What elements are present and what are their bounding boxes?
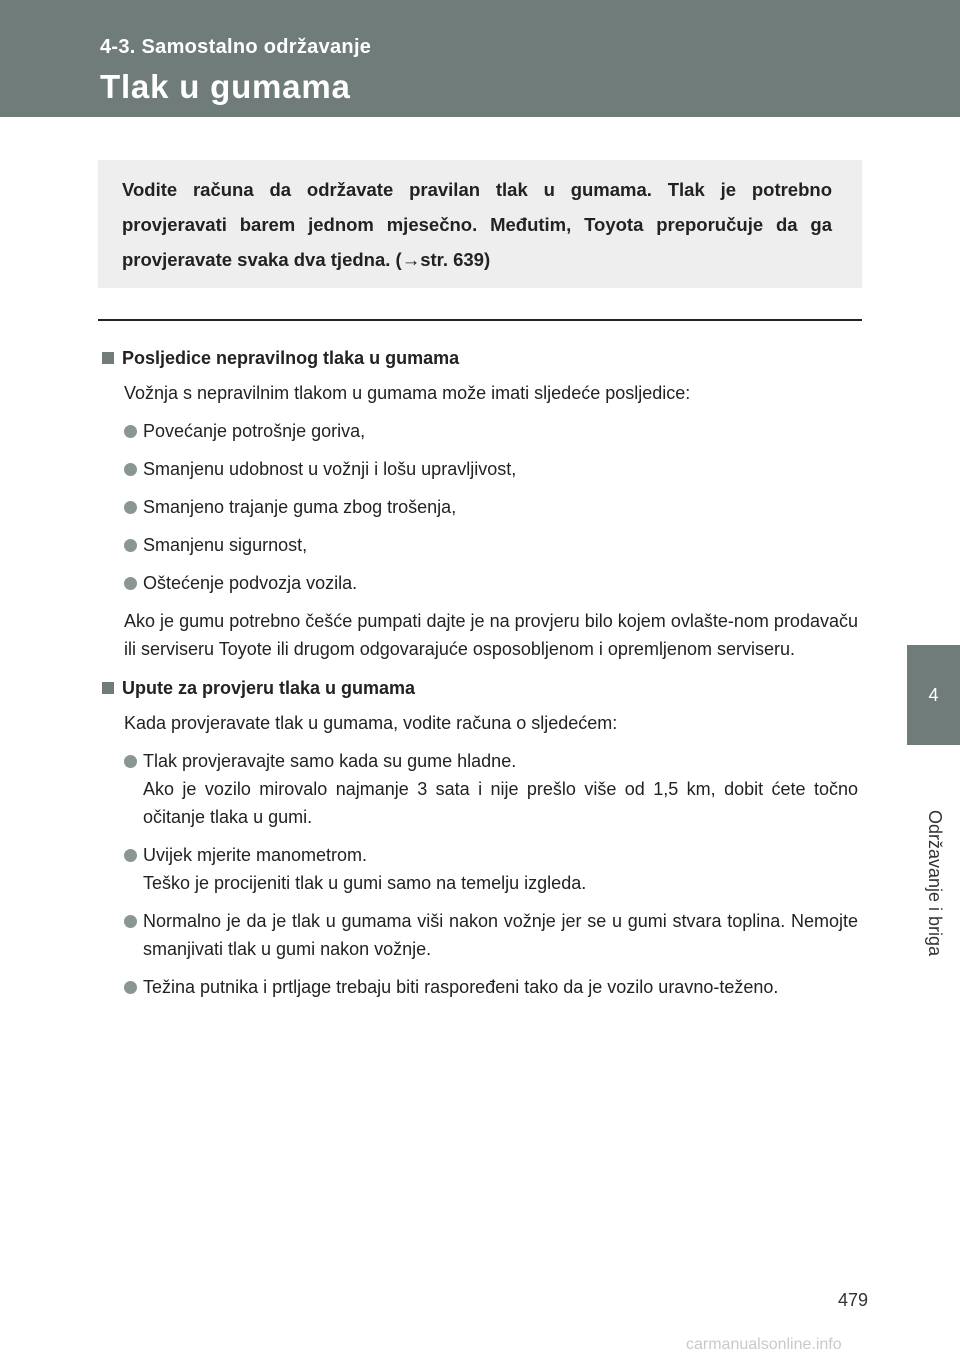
chapter-number: 4 — [928, 684, 939, 705]
bullet-dot-icon — [124, 755, 137, 768]
list-item-text — [143, 907, 858, 963]
page-title: Tlak u gumama — [100, 68, 351, 105]
list-item — [124, 747, 858, 831]
list-item — [124, 531, 858, 559]
section-heading — [100, 673, 858, 703]
list-item-text: Smanjenu sigurnost, — [143, 535, 308, 555]
page-number: 479 — [837, 1290, 868, 1310]
bullet-dot-icon — [124, 501, 137, 514]
list-item — [124, 973, 858, 1001]
section-heading-text: Upute za provjeru tlaka u gumama — [122, 677, 416, 698]
list-item-text: Smanjeno trajanje guma zbog trošenja, — [143, 497, 457, 517]
bullet-dot-icon — [124, 463, 137, 476]
page-header — [0, 0, 960, 117]
list-item-text — [143, 973, 858, 1001]
list-item-text — [143, 841, 858, 897]
list-item-main: Tlak provjeravajte samo kada su gume hladne. — [143, 751, 517, 771]
bullet-dot-icon — [124, 539, 137, 552]
bullet-dot-icon — [124, 577, 137, 590]
bullet-dot-icon — [124, 425, 137, 438]
watermark: carmanualsonline.info — [686, 1336, 842, 1353]
section-intro: Kada provjeravate tlak u gumama, vodite računa o sljedećem: — [124, 713, 618, 733]
list-item-text: Smanjenu udobnost u vožnji i lošu upravljivost, — [143, 459, 517, 479]
list-item-main: Normalno je da je tlak u gumama viši nakon vožnje jer se u gumi stvara toplina. Nemojte smanjivati tlak u gumi nakon vožnje. — [143, 911, 858, 959]
list-item-detail: Ako je vozilo mirovalo najmanje 3 sata i nije prešlo više od 1,5 km, dobit ćete točno očitanje tlaka u gumi. — [143, 779, 858, 827]
intro-text: Vodite računa da održavate pravilan tlak u gumama. Tlak je potrebno provjeravati barem jednom mjesečno. Međutim, Toyota preporučuje da ga provjeravate svaka dva tjedna. (→str. 639) — [122, 179, 832, 270]
intro-box — [98, 160, 862, 288]
section-note: Ako je gumu potrebno češće pumpati dajte je na provjeru bilo kojem ovlašte-nom prodavaču ili serviseru Toyote ili drugom odgovarajuće osposobljenom i opremljenom serviseru. — [124, 611, 858, 659]
divider — [98, 319, 862, 321]
bullet-dot-icon — [124, 849, 137, 862]
section-intro: Vožnja s nepravilnim tlakom u gumama može imati sljedeće posljedice: — [124, 383, 691, 403]
list-item-text: Povećanje potrošnje goriva, — [143, 421, 366, 441]
chapter-label: Održavanje i briga — [925, 810, 945, 957]
bullet-dot-icon — [124, 915, 137, 928]
list-item-main: Težina putnika i prtljage trebaju biti raspoređeni tako da je vozilo uravno-teženo. — [143, 977, 779, 997]
section-heading-text: Posljedice nepravilnog tlaka u gumama — [122, 347, 460, 368]
square-bullet-icon — [102, 352, 114, 364]
section-label: 4-3. Samostalno održavanje — [100, 36, 372, 58]
list-item — [124, 569, 858, 597]
bullet-dot-icon — [124, 981, 137, 994]
list-item — [124, 493, 858, 521]
list-item-main: Uvijek mjerite manometrom. — [143, 845, 368, 865]
list-item — [124, 841, 858, 897]
list-item-detail: Teško je procijeniti tlak u gumi samo na temelju izgleda. — [143, 873, 587, 893]
list-item — [124, 417, 858, 445]
list-item — [124, 455, 858, 483]
chapter-tab — [907, 645, 960, 745]
list-item-text: Oštećenje podvozja vozila. — [143, 573, 358, 593]
list-item-text — [143, 747, 858, 831]
square-bullet-icon — [102, 682, 114, 694]
main-content — [100, 343, 858, 1011]
list-item — [124, 907, 858, 963]
section-heading — [100, 343, 858, 373]
